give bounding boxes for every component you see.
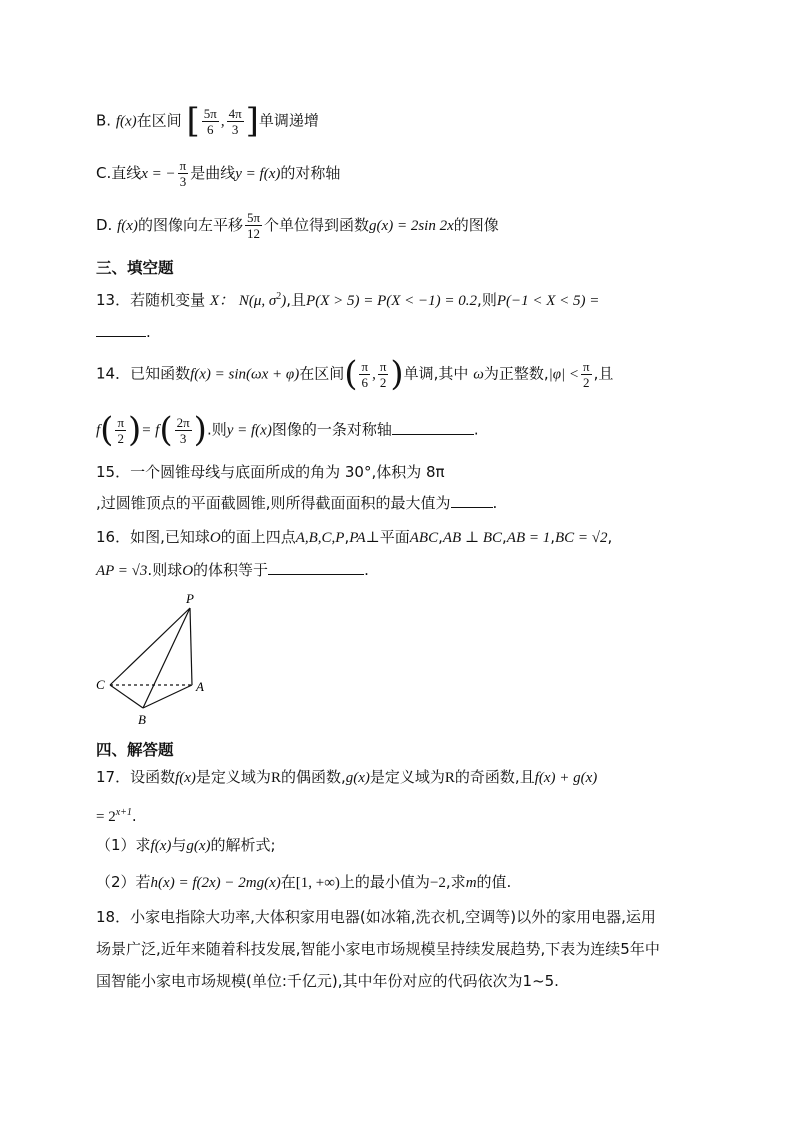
- math-expr: f(x) + g(x): [534, 770, 598, 786]
- math-expr: f(x): [117, 218, 138, 234]
- math-expr: AP = √3: [96, 563, 148, 579]
- edge-pa: [190, 608, 192, 685]
- question-17: 17．设函数f(x)是定义域为R的偶函数,g(x)是定义域为R的奇函数,且f(x) + g(x): [96, 768, 598, 786]
- question-text: 16．如图,已知球: [96, 528, 210, 546]
- edge-ba: [143, 685, 192, 708]
- option-label: C.直线: [96, 164, 142, 182]
- math-expr: P(−1 < X < 5) =: [496, 293, 600, 309]
- option-text: 的图像: [453, 216, 499, 234]
- pyramid-figure: [90, 590, 220, 728]
- question-14-cont: f( $\frac{\pi}{2}$ )= f( $\frac{2\pi}{3}$ ).则y = f(x)图像的一条对称轴 .: [96, 410, 479, 450]
- fraction: $\frac{2\pi}{3}$: [176, 414, 190, 446]
- question-text: 为正整数,: [483, 364, 549, 383]
- label-p: P: [186, 591, 194, 606]
- edge-pb: [143, 608, 190, 708]
- option-text: 个单位得到函数: [264, 216, 370, 234]
- question-18-line3: 国智能小家电市场规模(单位:千亿元),其中年份对应的代码依次为1~5.: [96, 972, 559, 990]
- question-13: 13．若随机变量 X： N(μ, $\sigma^2$),且P(X > 5) = P(X < −1) = 0.2,则P(−1 < X < 5) =: [96, 291, 600, 309]
- question-text: ,且: [593, 364, 614, 383]
- math-expr: f(x): [115, 113, 137, 130]
- answer-blank: [268, 560, 364, 575]
- math-expr: f(x) = sin(ωx + φ): [190, 366, 300, 383]
- section-heading-fill-in: 三、填空题: [96, 259, 174, 277]
- option-text: 的图像向左平移: [137, 216, 243, 234]
- label-b: B: [138, 712, 146, 727]
- option-label: D.: [96, 216, 113, 234]
- math-expr: y = f(x): [226, 422, 272, 439]
- fraction: $\frac{\pi}{2}$: [117, 414, 125, 446]
- answer-blank: [392, 420, 474, 435]
- option-b: B. f(x)在区间 [ $\frac{5\pi}{6}$ , $\frac{4\pi}{3}$ ]单调递增: [96, 101, 319, 141]
- math-expr: N(μ, σ: [238, 293, 277, 309]
- math-expr: g(x) = 2sin 2x: [369, 218, 454, 234]
- question-16-cont: AP = √3.则球O的体积等于 .: [96, 561, 369, 579]
- left-bracket: [: [186, 101, 200, 141]
- edge-cb: [110, 685, 143, 708]
- math-expr: x = −: [141, 166, 176, 182]
- label-a: A: [196, 679, 204, 694]
- edge-pc: [110, 608, 190, 685]
- question-text: 13．若随机变量: [96, 291, 206, 309]
- question-15-cont: ,过圆锥顶点的平面截圆锥,则所得截面面积的最大值为 .: [96, 494, 498, 512]
- fraction: $\frac{\pi}{6}$: [361, 358, 369, 390]
- math-expr: X：: [209, 293, 235, 309]
- question-16: 16．如图,已知球O的面上四点A,B,C,P,PA⊥平面ABC,AB ⊥ BC,AB = 1,BC = √2,: [96, 528, 613, 546]
- question-text: 17．设函数: [96, 768, 176, 786]
- option-label: B.: [96, 111, 112, 130]
- question-15: 15．一个圆锥母线与底面所成的角为 30°,体积为 8π: [96, 463, 445, 481]
- fraction: $\frac{5\pi}{6}$: [203, 105, 217, 137]
- math-expr: y = f(x): [235, 166, 281, 182]
- fraction: $\frac{\pi}{3}$: [179, 158, 187, 189]
- answer-blank: [96, 322, 146, 337]
- question-text: 14．已知函数: [96, 364, 191, 383]
- fraction: $\frac{\pi}{2}$: [583, 358, 590, 390]
- section-heading-solve: 四、解答题: [96, 741, 174, 759]
- math-expr: P(X > 5) = P(X < −1) = 0.2: [306, 293, 478, 309]
- question-text: .则: [206, 420, 227, 439]
- question-18-line2: 场景广泛,近年来随着科技发展,智能小家电市场规模呈持续发展趋势,下表为连续5年中: [96, 940, 660, 958]
- answer-blank-13: .: [96, 322, 151, 342]
- math-expr: |φ| <: [548, 366, 580, 383]
- question-text: 的面上四点: [220, 528, 296, 546]
- math-expr: ω: [473, 366, 484, 383]
- fraction: $\frac{4\pi}{3}$: [228, 105, 242, 137]
- option-c: [96, 158, 340, 189]
- answer-blank: [451, 493, 493, 508]
- label-c: C: [96, 677, 105, 692]
- question-text: ,则: [477, 291, 497, 309]
- question-17-part1: （1）求f(x)与g(x)的解析式;: [96, 836, 276, 854]
- question-18-line1: 18．小家电指除大功率,大体积家用电器(如冰箱,洗衣机,空调等)以外的家用电器,运用: [96, 908, 656, 926]
- question-text: 图像的一条对称轴: [271, 420, 392, 439]
- option-text: 是曲线: [190, 164, 236, 182]
- right-bracket: ]: [245, 101, 259, 141]
- question-text: ,且: [286, 291, 307, 309]
- question-17-eq: = $2^{x+1}$.: [96, 807, 137, 825]
- question-text: 在区间: [299, 364, 345, 383]
- question-17-part2: （2）若h(x) = f(2x) − 2mg(x)在[1, +∞)上的最小值为−2,求m的值.: [96, 873, 512, 891]
- question-text: .则球: [147, 561, 183, 579]
- fraction: $\frac{\pi}{2}$: [379, 358, 387, 390]
- question-14: 14．已知函数f(x) = sin(ωx + φ)在区间( $\frac{\pi}{6}$ , $\frac{\pi}{2}$ )单调,其中 ω为正整数,|φ| < $\frac{\pi}{2}$ ,且: [96, 354, 614, 394]
- question-text: 单调,其中: [403, 364, 469, 383]
- option-text: 的对称轴: [280, 164, 341, 182]
- question-text: 的体积等于: [193, 561, 269, 579]
- option-text: 在区间: [136, 111, 182, 130]
- option-text: 单调递增: [258, 111, 319, 130]
- fraction: $\frac{5\pi}{12}$: [246, 210, 261, 241]
- question-text: ,过圆锥顶点的平面截圆锥,则所得截面面积的最大值为: [96, 494, 451, 512]
- option-d: [96, 210, 499, 241]
